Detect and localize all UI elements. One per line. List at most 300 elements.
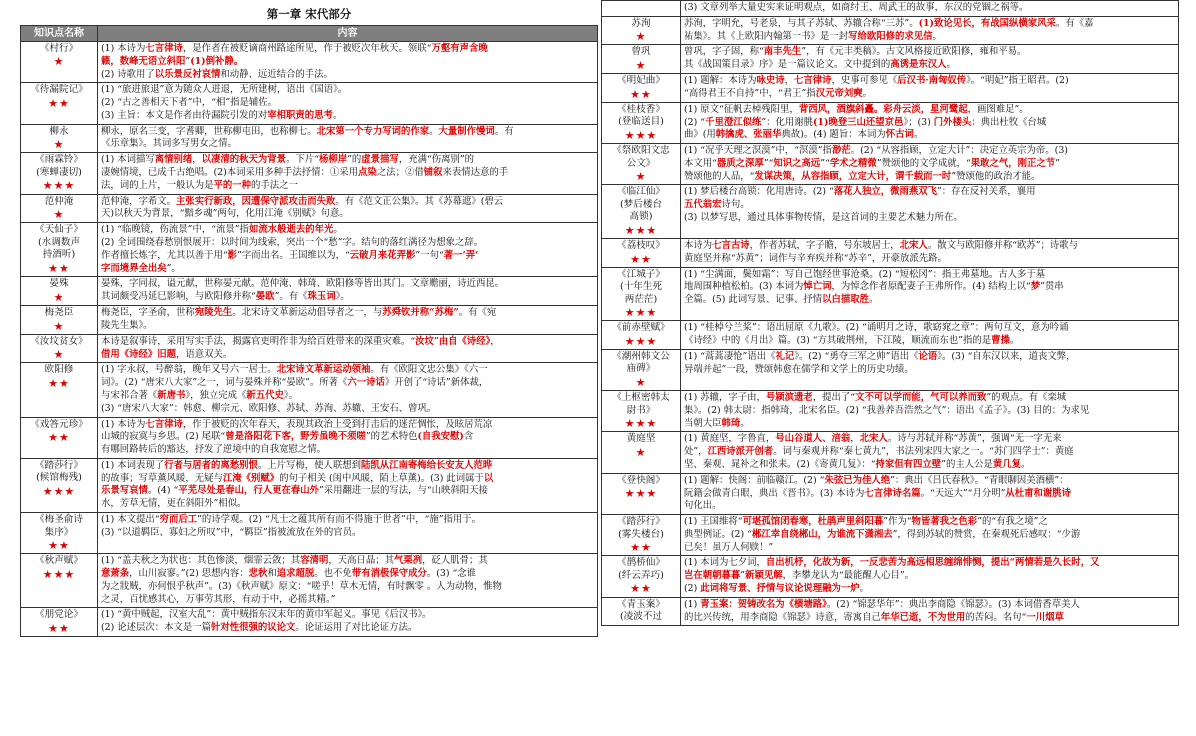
content-text: 梅尧臣，字圣俞，世称: [101, 307, 195, 319]
highlighted-text: 苏舜钦并称“苏梅”: [382, 307, 459, 319]
table-row: [602, 515, 1179, 556]
content-text: (1): [684, 598, 701, 610]
content-text: ”：存在反衬关系，襄用: [936, 186, 1036, 198]
content-text: ”：典出《吕氏春秋》。“青眼聊因美酒横”：: [890, 474, 1069, 486]
highlighted-text: 万壑有声含晚: [431, 43, 488, 54]
content-text: 。论证运用了对比论证方法。: [295, 622, 418, 634]
highlighted-text: 主张实行新政，因遭保守派攻击而失败: [176, 195, 336, 207]
right-page: [601, 0, 1179, 626]
table-row: [602, 74, 1179, 103]
highlighted-text: 号山谷道人、涪翁: [775, 433, 851, 445]
highlighted-text: 点染: [358, 167, 377, 179]
table-row: [21, 458, 598, 512]
content-line: [684, 542, 1175, 555]
highlighted-text: 平芜尽处是春山，行人更在春山外: [178, 485, 319, 497]
table-row: [21, 153, 598, 194]
table-row: [602, 556, 1179, 597]
knowledge-point-name: (候馆梅残): [36, 472, 82, 484]
highlighted-text: 七言律诗: [145, 43, 183, 54]
content-line: [101, 208, 594, 221]
content-text: 曲》(用: [684, 129, 716, 141]
content-line: [101, 419, 594, 432]
content-text: (1) “尘满面，鬓如霜”：写自己饱经世事沧桑。(2) “短松冈”：指王弗墓地。古人多于墓: [684, 268, 1046, 280]
content-text: 和动静、远近结合的手法。: [220, 68, 333, 80]
knowledge-point-cell: [21, 417, 98, 458]
content-line: [101, 224, 594, 237]
knowledge-point-cell: [602, 321, 681, 350]
content-text: 《乐章集》。其词多写男女之情。: [101, 138, 237, 150]
content-text: 含: [463, 431, 474, 443]
highlighted-text: 著一‘弄’: [443, 249, 479, 261]
content-text: 。(3) “念谁: [426, 567, 477, 579]
content-line: [101, 138, 594, 151]
highlighted-text: 此词将写景、抒情与议论说理融为一炉: [700, 583, 860, 594]
content-line: [684, 212, 1175, 225]
left-table-body: [21, 42, 598, 637]
content-cell: [681, 432, 1179, 473]
highlighted-text: 针对性很强的议论文: [211, 622, 296, 634]
content-text: 。: [869, 294, 879, 306]
content-cell: [98, 334, 598, 363]
table-row: [602, 102, 1179, 143]
content-text: 。下片“: [286, 154, 319, 166]
importance-stars: ★★: [48, 261, 70, 275]
knowledge-point-name: 公文》: [626, 157, 656, 169]
knowledge-point-cell: [21, 194, 98, 223]
content-text: (3) 以梦写思，通过具体事物传情，是这首词的主要艺术魅力所在。: [684, 212, 963, 223]
content-cell: [681, 391, 1179, 432]
content-text: 。有《嘉: [1055, 17, 1094, 29]
content-text: 全篇。(5) 此词写景、记事、抒情: [684, 294, 823, 306]
content-line: [101, 349, 594, 362]
content-text: 。: [332, 109, 343, 121]
content-text: 。北宋诗文革新运动倡导者之一，与: [232, 307, 383, 319]
table-row: [602, 391, 1179, 432]
highlighted-text: 虚景描写: [361, 154, 399, 166]
content-line: [684, 516, 1175, 529]
table-row: [21, 417, 598, 458]
highlighted-text: 六一诗话: [347, 377, 385, 389]
table-row: [21, 513, 598, 554]
highlighted-text: (自我安慰): [417, 431, 464, 443]
content-line: [684, 433, 1175, 446]
content-text: 的手法之一: [251, 179, 298, 191]
highlighted-text: 门外楼头: [933, 116, 972, 128]
content-line: [684, 59, 1175, 72]
content-text: 法，词的上片，一般认为是: [101, 179, 214, 191]
content-text: 典故)。(4) 题旨：本词为: [781, 129, 886, 141]
highlighted-text: 晏欧: [255, 291, 275, 303]
content-line: [101, 126, 594, 139]
highlighted-text: 新五代史: [246, 390, 284, 401]
content-text: 《诗经》中的《月出》篇。(3) “方其破荆州，下江陵，顺流而东也”指的是: [684, 335, 992, 347]
highlighted-text: 气栗冽: [393, 555, 423, 567]
highlighted-text: 以: [483, 472, 494, 484]
table-row: [21, 223, 598, 277]
content-text: (3) 文章列举大量史实来证明观点，如商纣王、周武王的故事，东汉的党锢之祸等。: [684, 2, 1029, 13]
knowledge-point-name: 曾巩: [631, 46, 651, 58]
content-text: ，作于被贬的次年春天，表现其政治上受到打击后的迷茫惆怅，及眩居荒凉: [182, 418, 493, 430]
content-text: 的苦闷。名句“: [965, 611, 1027, 623]
content-text: ，: [192, 154, 202, 166]
content-line: [684, 145, 1175, 158]
highlighted-text: 一川烟草: [1026, 611, 1064, 623]
knowledge-point-name: 《登快阁》: [617, 474, 665, 486]
content-text: 。诗与苏轼并称“苏黄”，强调“无一字无来: [887, 433, 1062, 445]
content-cell: [681, 185, 1179, 239]
content-text: 晏殊，字同叔，谥元献，世称晏元献。范仲淹、韩琦、欧阳修等皆出其门。文章赡丽，诗近西昆。: [101, 278, 505, 290]
content-line: [101, 291, 594, 304]
content-line: [684, 104, 1175, 117]
knowledge-table-right: [601, 0, 1179, 626]
content-text: 本文用“: [684, 157, 717, 169]
knowledge-point-name: 《江城子》: [617, 268, 665, 280]
knowledge-point-name: (十年生死: [619, 281, 663, 293]
content-line: [101, 97, 594, 110]
knowledge-point-name: 两茫茫): [624, 293, 658, 305]
table-row: [21, 42, 598, 83]
highlighted-text: 论语: [918, 350, 938, 362]
knowledge-point-name: 集序》: [44, 526, 74, 538]
highlighted-text: 由自《诗经》: [438, 335, 491, 347]
content-cell: [681, 267, 1179, 321]
importance-stars: ★: [635, 30, 647, 44]
content-text: 与宋祁合著《: [101, 390, 158, 401]
content-text: 。: [932, 30, 942, 42]
knowledge-point-cell: [21, 42, 98, 83]
highlighted-text: 曹操: [991, 335, 1010, 347]
content-text: 。词与秦观并称“秦七黄九”，书法列宋四大家之一。“苏门四学士”：黄庭: [773, 446, 1074, 458]
content-cell: [98, 153, 598, 194]
content-text: 凄婉情境，已成千古绝唱。(2)本词采用多种手法抒情：①采用: [101, 167, 359, 179]
highlighted-text: 七言律诗: [145, 418, 183, 430]
highlighted-text: 可堪孤馆闭春寒，杜鹃声里斜阳暮: [742, 516, 884, 528]
content-text: (1) 本词表现了: [101, 459, 165, 471]
content-text: ，: [784, 75, 795, 87]
content-text: ”：化用谢朓: [761, 116, 813, 128]
content-line: [101, 444, 594, 457]
content-cell: [98, 417, 598, 458]
knowledge-point-name: 《潮州韩文公: [612, 350, 670, 362]
content-line: [684, 529, 1175, 542]
content-cell: [681, 556, 1179, 597]
content-text: 。: [1020, 458, 1031, 470]
content-line: [684, 88, 1175, 101]
highlighted-text: 果敢之气，刚正之节: [970, 157, 1056, 169]
content-cell: [98, 223, 598, 277]
highlighted-text: 学术之精微: [829, 157, 877, 169]
content-text: (2) 诗歌用了: [101, 68, 155, 80]
knowledge-point-cell: [602, 239, 681, 268]
content-text: ，充满“伤离别”的: [398, 154, 475, 166]
content-text: 处”，: [684, 446, 708, 458]
content-text: 其词颇受冯延巳影响，与欧阳修并称“: [101, 291, 256, 303]
highlighted-text: 七言律诗: [794, 75, 832, 87]
highlighted-text: 新颖见解: [745, 570, 783, 582]
highlighted-text: 珠玉词: [307, 291, 336, 303]
knowledge-point-name: (水调数声: [37, 236, 81, 248]
table-row: [21, 608, 598, 637]
content-text: (1) 原文“征帆去棹残阳里，: [684, 103, 799, 115]
content-text: ”: [433, 335, 439, 347]
content-line: [101, 514, 594, 527]
content-text: 已矣！虽万人何赎！”: [684, 541, 774, 553]
highlighted-text: (1)倒补静。: [190, 55, 244, 67]
knowledge-point-cell: [602, 473, 681, 514]
importance-stars: ★★: [630, 541, 652, 555]
table-row: [602, 185, 1179, 239]
content-text: 山城的寂寞与乡思。(2) 尾联“: [101, 431, 226, 443]
knowledge-point-cell: [602, 267, 681, 321]
content-text: (1) 苏辙，字子由，: [684, 392, 766, 404]
content-cell: [681, 473, 1179, 514]
content-text: ，为悼念作者原配妻子王弗所作。(4) 结构上以“: [831, 281, 1031, 293]
content-cell: [681, 144, 1179, 185]
content-text: (1) 字永叔，号醉翁，晚年又号六一居士。: [101, 364, 277, 376]
content-line: [684, 75, 1175, 88]
knowledge-point-name: 《临江仙》: [617, 186, 665, 198]
content-text: (1) “桂棹兮兰桨”：语出屈原《九歌》。(2) “诵明月之诗，歌窈窕之章”：两句互文，意为吟诵: [684, 322, 1069, 334]
importance-stars: ★★: [48, 621, 70, 635]
content-text: 。: [333, 224, 343, 236]
content-line: [684, 570, 1175, 583]
left-page: [20, 0, 598, 637]
content-cell: [98, 83, 598, 124]
knowledge-point-name: 欧阳修: [44, 364, 74, 376]
highlighted-text: 写给欧阳修的求见信: [848, 30, 933, 42]
knowledge-point-cell: [602, 349, 681, 390]
table-row: [602, 144, 1179, 185]
content-line: [101, 56, 594, 69]
content-text: ，天高日晶；其: [328, 555, 394, 567]
content-line: [684, 612, 1175, 625]
knowledge-point-name: 晏殊: [49, 278, 69, 290]
highlighted-text: 韩擒虎、张丽华: [715, 129, 782, 141]
content-line: [101, 196, 594, 209]
highlighted-text: 北宋第一个专力写词的作家: [316, 125, 430, 137]
content-text: ”贯串: [1040, 281, 1064, 293]
importance-stars: ★★: [630, 252, 652, 266]
content-line: [101, 609, 594, 622]
content-text: 。散文与欧阳修并称“欧苏”；诗歌与: [927, 240, 1079, 252]
importance-stars: ★★★: [624, 487, 658, 501]
importance-stars: ★★★: [624, 223, 658, 237]
content-text: 词》。(2) “唐宋八大家”之一，词与晏殊并称“晏欧”。所著《: [101, 377, 348, 389]
content-text: (3) “唐宋八大家”：韩愈、柳宗元、欧阳修、苏轼、苏洵、苏辙、王安石、曾巩。: [101, 402, 437, 414]
content-text: 作者擅长炼字，尤其以善于用“: [101, 249, 228, 261]
table-row: [21, 124, 598, 153]
header-content: 内容: [98, 26, 598, 42]
content-line: [101, 431, 594, 444]
content-text: ”的观点。有《栾城: [986, 392, 1067, 404]
table-row: [21, 83, 598, 124]
importance-stars: ★★: [48, 431, 70, 445]
content-text: ”作为“: [883, 516, 912, 528]
content-text: ”: [185, 55, 191, 67]
content-text: ”，得到苏轼的赞赏，在秦观死后感叹：“少游: [892, 528, 1081, 540]
content-text: 句化出。: [684, 500, 722, 512]
highlighted-text: 悼亡词: [803, 281, 832, 293]
highlighted-text: 知识之高远: [773, 157, 821, 169]
knowledge-point-cell: [21, 277, 98, 306]
content-text: 》。: [335, 291, 350, 303]
highlighted-text: 以乐景反衬哀情: [154, 68, 221, 80]
knowledge-point-cell: [21, 554, 98, 608]
highlighted-text: 朱弦已为佳人绝: [824, 474, 891, 486]
highlighted-text: 七言律诗名篇: [864, 487, 921, 499]
knowledge-point-name: 庙碑》: [626, 363, 656, 375]
content-line: [101, 250, 594, 263]
knowledge-point-name: 苏洵: [631, 17, 651, 29]
content-text: 曾巩，字子固，称“: [684, 46, 764, 58]
content-text: ”“: [763, 157, 774, 169]
highlighted-text: 宛陵先生: [194, 307, 233, 319]
highlighted-text: 汉元帝刘奭: [815, 87, 863, 99]
content-text: 。: [1009, 335, 1020, 347]
knowledge-point-name: 持酒听): [42, 249, 76, 261]
content-line: [101, 69, 594, 82]
right-table-body: [602, 1, 1179, 626]
content-cell: [98, 363, 598, 417]
importance-stars: ★★★: [42, 567, 76, 581]
importance-stars: ★★: [48, 376, 70, 390]
content-cell: [681, 321, 1179, 350]
content-text: 陵先生集》。: [101, 319, 153, 331]
knowledge-point-name: 《村行》: [39, 43, 79, 54]
highlighted-text: 梦: [1030, 281, 1041, 293]
importance-stars: ★: [53, 290, 65, 304]
highlighted-text: 以白描取胜: [822, 294, 870, 306]
highlighted-text: 意萧条: [101, 567, 130, 579]
table-row: [602, 16, 1179, 45]
content-text: 的句子相关 (闺中风暖，陌上草薰)。(3) 此词属于: [279, 472, 484, 484]
content-text: (2) “古之善相天下者”中，“相”指是辅佐。: [101, 97, 278, 109]
knowledge-point-cell: [602, 102, 681, 143]
content-text: 天)以秋天为背景，“黯乡魂”两句，化用江淹《别赋》句意。: [101, 208, 349, 220]
highlighted-text: 文不可以学而能，气可以养而致: [855, 392, 987, 404]
content-text: 为之戕贼，亦何恨乎秋声”。(3)《秋声赋》原文：“嗟乎！草木无情，有时飘零 。人为动物，惟物: [101, 580, 502, 592]
table-row: [602, 349, 1179, 390]
content-line: [101, 527, 594, 540]
knowledge-point-name: (登临送目): [618, 116, 664, 128]
highlighted-text: 云破月来花弄影: [349, 249, 416, 261]
content-line: [101, 460, 594, 473]
content-line: [101, 336, 594, 349]
importance-stars: ★★★: [624, 417, 658, 430]
knowledge-point-name: 《桂枝香》: [617, 103, 665, 115]
content-text: ，山川寂寥。”(2) 思想内容：: [129, 567, 249, 579]
knowledge-point-name: 《天仙子》: [35, 224, 83, 236]
knowledge-point-name: (凌波不过: [619, 611, 663, 623]
content-text: ”赞颂他的政治才能。: [951, 170, 1041, 182]
content-text: 异端并起”一段，赞颂韩愈在儒学和文学上的历史功绩。: [684, 363, 914, 375]
content-text: 。有《范文正公集》。其《苏幕遮》(碧云: [335, 195, 504, 207]
content-line: [101, 594, 594, 607]
content-text: 。(4) “: [147, 485, 179, 497]
highlighted-text: 发谋决策，从容指顾，立定大计，谓千载而一时: [754, 170, 952, 182]
content-text: ”“: [820, 157, 830, 169]
importance-stars: ★: [53, 138, 65, 152]
content-cell: [681, 16, 1179, 45]
content-text: 。: [913, 129, 924, 141]
content-line: [684, 418, 1175, 431]
content-text: 黄庭坚并称“苏黄”；词作与辛弃疾并称“苏辛”，开豪放派先路。: [684, 252, 947, 264]
knowledge-point-cell: [602, 391, 681, 432]
content-cell: [98, 277, 598, 306]
importance-stars: ★★★: [624, 334, 658, 348]
knowledge-point-cell: [602, 597, 681, 626]
knowledge-point-cell: [602, 556, 681, 597]
knowledge-point-name: 范仲淹: [44, 195, 74, 207]
importance-stars: ★: [53, 55, 65, 69]
content-line: [101, 377, 594, 390]
highlighted-text: 离情别绪: [154, 154, 193, 166]
highlighted-text: 江淹《别赋》: [222, 472, 280, 484]
knowledge-point-cell: [21, 608, 98, 637]
content-text: (1) “蒿蒿凄怆”语出《: [684, 350, 776, 362]
highlighted-text: 陆凯从江南寄梅给长安友人范晔: [361, 459, 493, 471]
content-text: ”字而出名。王国维以为，“: [237, 249, 350, 261]
content-text: 阮籍会做青白眼，典出《晋书》。(3) 本诗为: [684, 487, 865, 499]
knowledge-point-name: 《上枢密韩太: [612, 392, 670, 404]
content-cell: [681, 102, 1179, 143]
content-cell: [98, 194, 598, 223]
knowledge-point-cell: [602, 144, 681, 185]
content-text: (1) 本诗为: [101, 418, 146, 430]
content-line: [684, 294, 1175, 307]
content-text: 。: [429, 125, 439, 137]
content-text: (3) “以道羁臣、寡妇之所叹”中，“羁臣”指被流放在外的官员。: [101, 526, 362, 538]
table-row: [602, 597, 1179, 626]
content-line: [684, 599, 1175, 612]
knowledge-point-cell: [21, 83, 98, 124]
highlighted-text: 曾是洛阳花下客，野芳虽晚不须嗟: [225, 431, 366, 443]
content-text: ，史事可参见《: [831, 75, 898, 87]
content-text: ，: [850, 433, 860, 445]
table-row: [602, 432, 1179, 473]
content-text: 祐集》。其《上欧阳内翰第一书》是一封: [684, 30, 849, 42]
highlighted-text: 物皆著我之色彩: [911, 516, 978, 528]
knowledge-point-name: (纤云弄巧): [618, 569, 664, 581]
content-text: ，语意双关。: [176, 348, 233, 360]
content-text: ”采用翻进一层的写法，与“山映斜阳天接: [318, 485, 488, 497]
table-row: [602, 321, 1179, 350]
content-cell: [681, 349, 1179, 390]
content-line: [101, 622, 594, 635]
table-row: [21, 334, 598, 363]
highlighted-text: 铺叙: [423, 167, 443, 179]
table-row: [602, 239, 1179, 268]
highlighted-text: 悲秋: [248, 567, 268, 579]
content-line: [101, 485, 594, 498]
knowledge-point-name: 《秋声赋》: [35, 555, 83, 567]
content-text: ”: [1055, 157, 1060, 169]
highlighted-text: 穷而后工: [159, 514, 198, 526]
highlighted-text: 七言古诗: [712, 240, 750, 252]
knowledge-point-cell: [21, 334, 98, 363]
table-row: [21, 194, 598, 223]
highlighted-text: 器质之深厚: [716, 157, 764, 169]
content-text: 和: [267, 567, 277, 579]
content-text: ”赞颂他的文学成就，“: [876, 157, 971, 169]
knowledge-point-cell: [21, 363, 98, 417]
content-line: [684, 46, 1175, 59]
content-line: [684, 475, 1175, 488]
content-text: (1) “况乎天理之溟漠”中，“溟漠”指: [684, 145, 832, 157]
content-text: 》。(3) “自东汉以来，道丧文弊，: [937, 350, 1076, 362]
content-line: [684, 129, 1175, 142]
highlighted-text: 新唐书: [157, 390, 186, 401]
